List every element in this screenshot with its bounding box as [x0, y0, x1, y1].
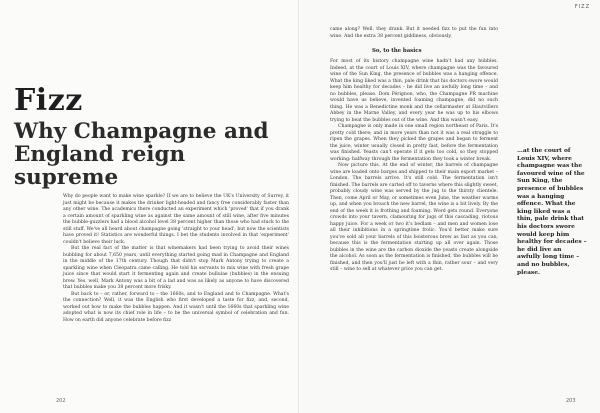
body-paragraph: Now picture this. At the end of winter, the barrels of champagne wine are loaded onto barges and shipped to their main export market – London. The barrels arrive. It's still cold. The fermentation isn't finished. The barrels are carted off to taverns where this slightly sweet, probably cloudy wine was served by the jug to the thirsty clientele. Then, come April or May, or sometimes even June, the weather warms up, and when you broach the new barrel, the wine is a bit lively. By the end of the week it is frothing and foaming. Word gets round. Everyone crowds into your tavern, clamouring for jugs of this cascading, riotous happy juice. For a week or two it's bedlam – and men and women lose all their inhibitions in a springtime frolic. You'd better make sure you've sold all your barrels of this boisterous brew as fast as you can, because this is the fermentation starting up all over again. Those bubbles in the wine are the carbon dioxide the yeasts create alongside the alcohol. As soon as the fermentation is finished, the bubbles will be finished, and then you'll just be left with a thin, rather sour – and very still – wine to sell at whatever price you can get. [330, 163, 498, 272]
chapter-title: Fizz [14, 83, 83, 118]
page-number-right: 203 [566, 398, 576, 404]
right-body-text [330, 59, 498, 274]
pull-quote: …at the court of Louis XIV, where champagne was the favoured wine of the Sun King, the presence of bubbles was a hanging offence. What the king liked was a thin, pale drink that his doctors swore would keep him healthy for decades – he did live an awfully long time – and no bubbles, please. [517, 147, 587, 276]
body-paragraph: Why do people want to make wine sparkle? If we are to believe the UK's University of Surrey, it just might be because it makes the drinker light-headed and fancy free considerably faster than any other wine. The academics there conducted an experiment which 'proved' that if you drank a certain amount of sparkling wine as against the same amount of still wine, after five minutes the bubble-guzzlers had a blood alcohol level 38 percent higher than those who had stuck to the still stuff. We've all heard about champagne going 'straight to your head', but now the scientists have proved it! Statistics are wonderful things. I bet the students involved in that 'experiment' couldn't believe their luck. [63, 194, 289, 245]
left-body-text [63, 194, 289, 324]
body-paragraph: came along? Well, they drank. But it needed fizz to put the fun into wine. And the extra 38 percent giddiness, obviously. [330, 27, 498, 39]
body-paragraph: Champagne is only made in one small region northeast of Paris. It's pretty cold there; and in more years than not it was a real struggle to ripen the grapes. When they picked the grapes and began to ferment the juice, winter usually closed in pretty fast, before the fermentation was finished. Yeasts can't operate if it gets too cold, so they stopped working: halfway through the fermentation they took a winter break. [330, 124, 498, 162]
body-paragraph: But back to – or, rather, forward to – the 1660s, and to England and to Champagne. What's the connection? Well, it was the English who first developed a taste for fizz, and, second, worked out how to make the bubbles happen. And it wasn't until the 1660s that sparkling wine adopted what is now its chief role in life – to be the universal symbol of celebration and fun. How on earth did anyone celebrate before fizz [63, 291, 289, 323]
body-paragraph: But the real fact of the matter is that winemakers had been trying to avoid their wines bubbling for about 7,650 years, until everything started going mad in Champagne and England in the middle of the 17th century. Though that didn't stop Mark Antony trying to create a sparkling wine when Cleopatra came calling. He told his servants to mix wine with fresh grape juice since that would start it fermenting again and create bullulae (bubbles) in the ensuing brew. Yes, well, Mark Antony was a bit of a lad and was as likely as anyone to have discovered that bubbles make you 38 percent more frisky. [63, 246, 289, 290]
chapter-subtitle: Why Champagne and England reign supreme [14, 119, 269, 190]
body-paragraph: For most of its history champagne wine hadn't had any bubbles. Indeed, at the court of Louis XIV, where champagne was the favoured wine of the Sun King, the presence of bubbles was a hanging offence. What the king liked was a thin, pale drink that his doctors swore would keep him healthy for decades – he did live an awfully long time – and no bubbles, please. Dom Pérignon, who, the Champagne PR machine would have us believe, invented foaming champagne, did no such thing. He was a Benedictine monk and the cellarmaster at Hautvillers Abbey in the Marne Valley, and every year he was up to his elbows trying to beat the bubbles out of the wine. And this wasn't easy. [330, 59, 498, 123]
section-heading: So, to the basics [372, 48, 422, 54]
page-number-left: 202 [56, 398, 66, 404]
right-top-text [330, 27, 498, 40]
running-head: FIZZ [574, 4, 590, 10]
